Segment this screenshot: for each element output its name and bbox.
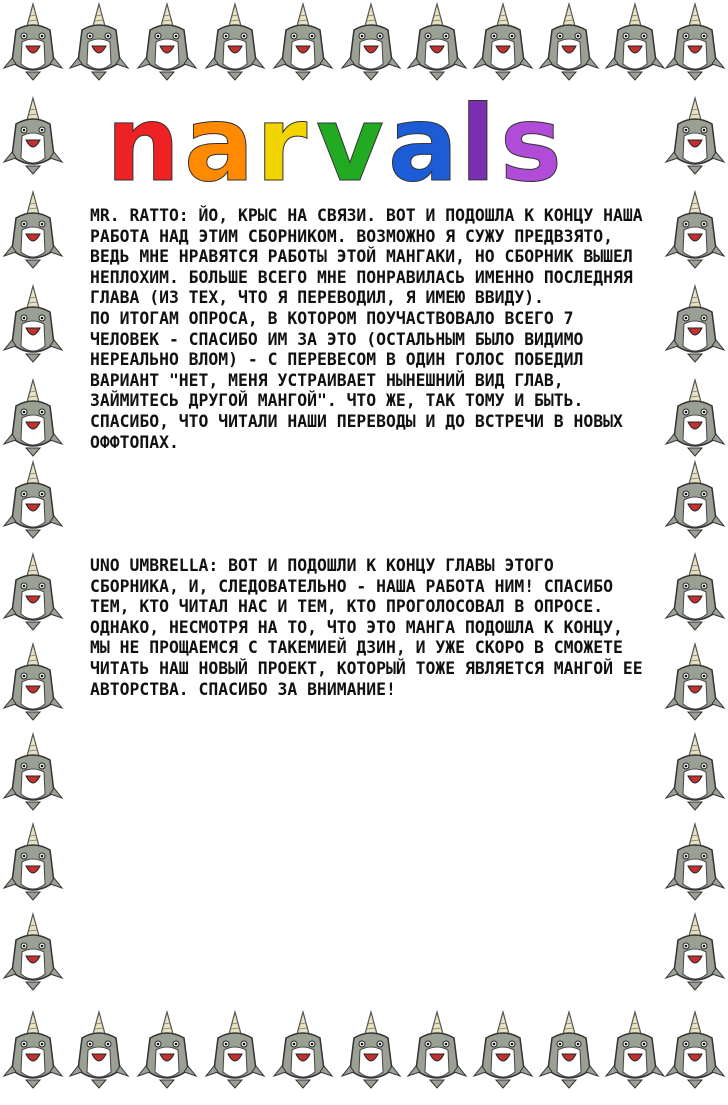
title-letter: v xyxy=(316,92,384,202)
narwhal-icon xyxy=(4,644,62,720)
narwhal-icon xyxy=(666,824,724,900)
narwhal-icon xyxy=(606,4,664,80)
narwhal-icon xyxy=(540,1012,598,1088)
narwhal-icon xyxy=(138,1012,196,1088)
title-letter: a xyxy=(388,92,459,202)
narwhal-icon xyxy=(606,1012,664,1088)
narwhal-icon xyxy=(342,4,400,80)
narwhal-icon xyxy=(138,4,196,80)
narwhal-icon xyxy=(70,4,128,80)
narwhal-icon xyxy=(666,286,724,362)
narwhal-icon xyxy=(408,1012,466,1088)
title-letter: s xyxy=(500,92,562,202)
narwhal-icon xyxy=(666,192,724,268)
narwhal-icon xyxy=(666,1012,724,1088)
narwhal-icon xyxy=(4,380,62,456)
title-letter: r xyxy=(256,92,308,202)
note-paragraph: MR. RATTO: ЙО, КРЫС НА СВЯЗИ. ВОТ И ПОДОШЛА К КОНЦУ НАША РАБОТА НАД ЭТИМ СБОРНИКОМ. ВОЗМОЖНО Я СУЖУ ПРЕДВЗЯТО, ВЕДЬ МНЕ НРАВЯТСЯ РАБОТЫ ЭТОЙ МАНГАКИ, НО СБОРНИК ВЫШЕЛ НЕПЛОХИМ. БОЛЬШЕ ВСЕГО МНЕ ПОНРАВИЛАСЬ ИМЕННО ПОСЛЕДНЯЯ ГЛАВА (ИЗ ТЕХ, ЧТО Я ПЕРЕВОДИЛ, Я ИМЕЮ ВВИДУ). xyxy=(90,206,643,308)
note-paragraph: UNO UMBRELLA: ВОТ И ПОДОШЛИ К КОНЦУ ГЛАВЫ ЭТОГО СБОРНИКА, И, СЛЕДОВАТЕЛЬНО - НАША РАБОТА НИМ! СПАСИБО ТЕМ, КТО ЧИТАЛ НАС И ТЕМ, КТО ПРОГОЛОСОВАЛ В ОПРОСЕ. ОДНАКО, НЕСМОТРЯ НА ТО, ЧТО ЭТО МАНГА ПОДОШЛА К КОНЦУ, МЫ НЕ ПРОЩАЕМСЯ С ТАКЕМИЕЙ ДЗИН, И УЖЕ СКОРО В СМОЖЕТЕ ЧИТАТЬ НАШ НОВЫЙ ПРОЕКТ, КОТОРЫЙ ТОЖЕ ЯВЛЯЕТСЯ МАНГОЙ ЕЕ АВТОРСТВА. СПАСИБО ЗА ВНИМАНИЕ! xyxy=(90,556,643,699)
narwhal-icon xyxy=(274,4,332,80)
narwhal-icon xyxy=(474,4,532,80)
note-paragraph: ПО ИТОГАМ ОПРОСА, В КОТОРОМ ПОУЧАСТВОВАЛО ВСЕГО 7 ЧЕЛОВЕК - СПАСИБО ИМ ЗА ЭТО (ОСТАЛЬНЫМ БЫЛО ВИДИМО НЕРЕАЛЬНО ВЛОМ) - С ПЕРЕВЕСОМ В ОДИН ГОЛОС ПОБЕДИЛ ВАРИАНТ "НЕТ, МЕНЯ УСТРАИВАЕТ НЫНЕШНИЙ ВИД ГЛАВ, ЗАЙМИТЕСЬ ДРУГОЙ МАНГОЙ". ЧТО ЖЕ, ТАК ТОМУ И БЫТЬ. СПАСИБО, ЧТО ЧИТАЛИ НАШИ ПЕРЕВОДЫ И ДО ВСТРЕЧИ В НОВЫХ ОФФТОПАХ. xyxy=(90,308,623,452)
narwhal-icon xyxy=(408,4,466,80)
narwhal-icon xyxy=(274,1012,332,1088)
narwhal-icon xyxy=(666,462,724,538)
translator-note-uno xyxy=(90,556,650,700)
narwhal-icon xyxy=(540,4,598,80)
narwhal-icon xyxy=(206,4,264,80)
narwhal-icon xyxy=(4,98,62,174)
narwhal-icon xyxy=(666,4,724,80)
narwhal-icon xyxy=(666,914,724,990)
narwhal-icon xyxy=(666,554,724,630)
page-title xyxy=(100,92,630,202)
narwhal-icon xyxy=(206,1012,264,1088)
narwhal-icon xyxy=(666,734,724,810)
translator-note-ratto xyxy=(90,206,650,453)
narwhal-icon xyxy=(666,644,724,720)
narwhal-icon xyxy=(666,98,724,174)
narwhal-icon xyxy=(342,1012,400,1088)
narwhal-icon xyxy=(4,1012,62,1088)
narwhal-icon xyxy=(70,1012,128,1088)
narwhal-icon xyxy=(4,4,62,80)
narwhal-icon xyxy=(4,462,62,538)
title-letter: n xyxy=(106,92,181,202)
narwhal-icon xyxy=(4,824,62,900)
narwhal-icon xyxy=(666,380,724,456)
narwhal-icon xyxy=(4,914,62,990)
title-letter: l xyxy=(460,92,496,202)
title-letter: a xyxy=(184,92,255,202)
narwhal-icon xyxy=(4,192,62,268)
narwhal-icon xyxy=(4,286,62,362)
narwhal-icon xyxy=(4,554,62,630)
narwhal-icon xyxy=(474,1012,532,1088)
narwhal-icon xyxy=(4,734,62,810)
